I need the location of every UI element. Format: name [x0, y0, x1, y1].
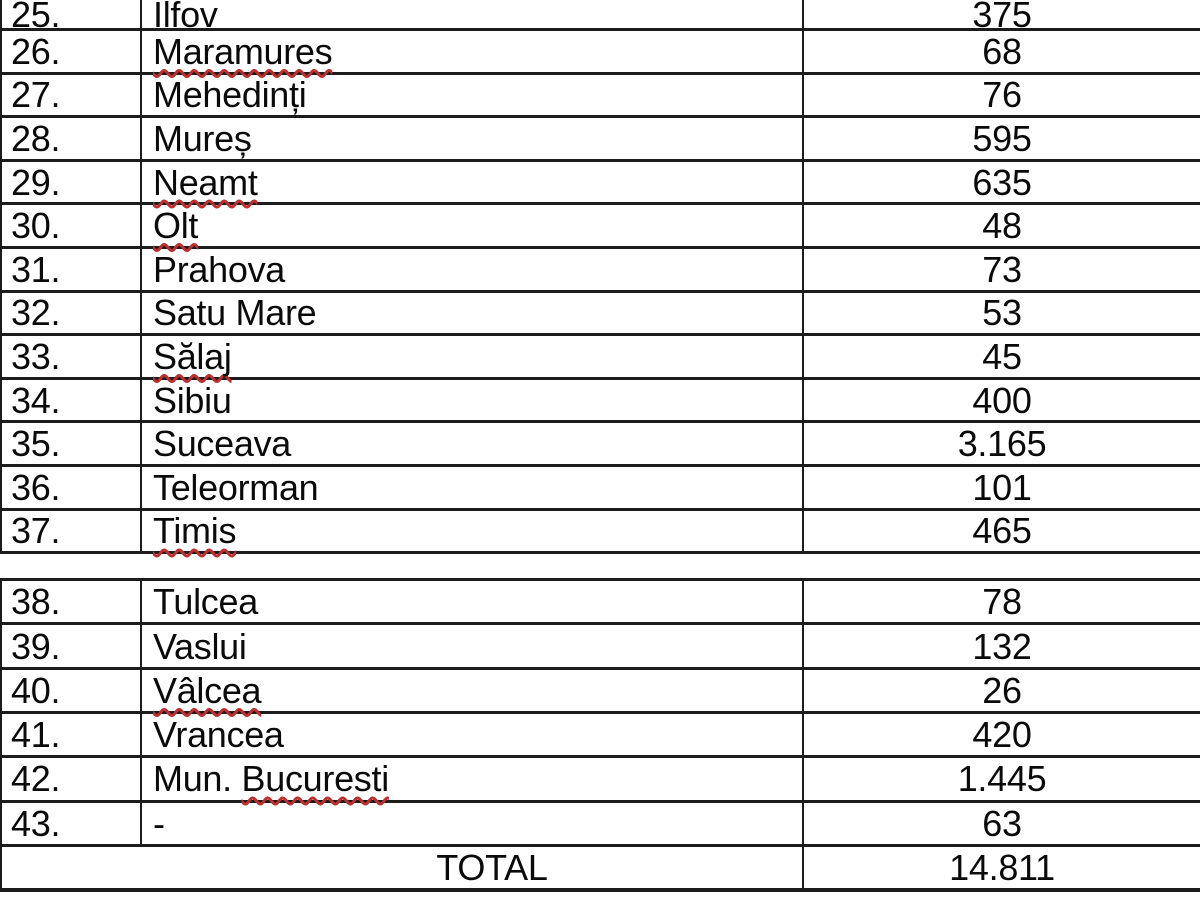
table-row — [2, 293, 1200, 337]
count-value-cell — [804, 803, 1200, 844]
row-index: 40. — [11, 669, 61, 711]
table-row — [2, 803, 1200, 847]
county-name-cell — [142, 293, 804, 334]
count-value-cell — [804, 205, 1200, 246]
count-value-cell — [804, 625, 1200, 666]
row-index: 34. — [11, 379, 61, 421]
row-index-cell — [2, 205, 142, 246]
county-name: Sibiu — [153, 379, 232, 421]
row-index: 33. — [11, 335, 61, 377]
county-name: Mun. — [153, 758, 242, 800]
table-row — [2, 670, 1200, 714]
row-index: 37. — [11, 510, 61, 552]
count-value: 73 — [982, 248, 1022, 290]
table-row — [2, 714, 1200, 758]
county-name-cell — [142, 423, 804, 464]
row-index-cell — [2, 336, 142, 377]
county-name-cell — [142, 336, 804, 377]
row-index-cell — [2, 162, 142, 203]
count-value-cell — [804, 31, 1200, 72]
county-name-cell — [142, 380, 804, 421]
county-name-cell — [142, 0, 804, 31]
county-name-cell — [142, 75, 804, 116]
county-name-cell — [142, 162, 804, 203]
total-row — [2, 847, 1200, 893]
count-value: 595 — [972, 117, 1032, 159]
county-name-cell — [142, 205, 804, 246]
count-value: 48 — [982, 205, 1022, 247]
count-value: 76 — [982, 74, 1022, 116]
row-index: 28. — [11, 117, 61, 159]
row-index-cell — [2, 249, 142, 290]
count-value-cell — [804, 714, 1200, 755]
row-index-cell — [2, 758, 142, 799]
count-value: 101 — [972, 466, 1032, 508]
county-name-misspelled: Sălaj — [153, 335, 232, 377]
county-name-cell — [142, 31, 804, 72]
row-index: 32. — [11, 292, 61, 334]
county-name-misspelled: Vâlcea — [153, 669, 262, 711]
table-row — [2, 205, 1200, 249]
county-name-misspelled: Bucuresti — [241, 758, 389, 800]
total-label-cell — [2, 847, 804, 889]
count-value-cell — [804, 511, 1200, 552]
county-name: Mureș — [153, 117, 252, 159]
count-value: 465 — [972, 510, 1032, 552]
county-name-cell — [142, 249, 804, 290]
row-index: 35. — [11, 423, 61, 465]
total-value-cell — [804, 847, 1200, 889]
table-row — [2, 336, 1200, 380]
count-value-cell — [804, 467, 1200, 508]
count-value-cell — [804, 336, 1200, 377]
row-index-cell — [2, 0, 142, 31]
row-index-cell — [2, 423, 142, 464]
count-value-cell — [804, 758, 1200, 799]
row-index: 29. — [11, 161, 61, 203]
count-value-cell — [804, 670, 1200, 711]
count-value-cell — [804, 423, 1200, 464]
row-index-cell — [2, 803, 142, 844]
county-name-cell — [142, 511, 804, 552]
row-index: 27. — [11, 74, 61, 116]
row-index-cell — [2, 75, 142, 116]
table-row — [2, 581, 1200, 625]
count-value: 63 — [982, 802, 1022, 844]
count-value-cell — [804, 162, 1200, 203]
county-name-misspelled: Olt — [153, 205, 199, 247]
count-value-cell — [804, 0, 1200, 31]
total-value: 14.811 — [949, 847, 1055, 889]
row-index-cell — [2, 293, 142, 334]
count-value: 26 — [982, 669, 1022, 711]
count-value-cell — [804, 75, 1200, 116]
county-name: Vrancea — [153, 714, 284, 756]
county-name-cell — [142, 714, 804, 755]
table-row — [2, 0, 1200, 31]
row-index-cell — [2, 581, 142, 622]
county-name-cell — [142, 467, 804, 508]
count-value: 68 — [982, 30, 1022, 72]
row-index-cell — [2, 625, 142, 666]
county-name-cell — [142, 625, 804, 666]
count-value: 132 — [972, 625, 1032, 667]
count-value: 375 — [972, 0, 1032, 31]
total-label: TOTAL — [436, 847, 548, 889]
county-name: Vaslui — [153, 625, 247, 667]
table-row — [2, 31, 1200, 75]
count-value: 45 — [982, 335, 1022, 377]
row-index: 39. — [11, 625, 61, 667]
row-index-cell — [2, 118, 142, 159]
row-index: 25. — [11, 0, 61, 31]
count-value-cell — [804, 293, 1200, 334]
county-name-misspelled: Maramures — [153, 30, 333, 72]
table-row — [2, 249, 1200, 293]
county-name: Ilfov — [153, 0, 218, 31]
row-index: 43. — [11, 802, 61, 844]
county-name: Teleorman — [153, 466, 319, 508]
count-value-cell — [804, 118, 1200, 159]
county-name: Mehedinți — [153, 74, 307, 116]
county-name-cell — [142, 118, 804, 159]
row-index: 31. — [11, 248, 61, 290]
table-row — [2, 380, 1200, 424]
county-table-section-2 — [0, 578, 1200, 892]
county-name: Satu Mare — [153, 292, 317, 334]
count-value: 1.445 — [957, 758, 1047, 800]
county-name-cell — [142, 758, 804, 799]
county-name-misspelled: Neamt — [153, 161, 258, 203]
table-row — [2, 511, 1200, 555]
county-name: Prahova — [153, 248, 285, 290]
table-row — [2, 75, 1200, 119]
count-value: 635 — [972, 161, 1032, 203]
row-index-cell — [2, 31, 142, 72]
row-index-cell — [2, 467, 142, 508]
count-value: 400 — [972, 379, 1032, 421]
table-row — [2, 162, 1200, 206]
county-name-misspelled: Timis — [153, 510, 237, 552]
count-value: 78 — [982, 581, 1022, 623]
row-index-cell — [2, 380, 142, 421]
county-name: - — [153, 802, 165, 844]
county-name-cell — [142, 581, 804, 622]
row-index: 42. — [11, 758, 61, 800]
county-name: Tulcea — [153, 581, 258, 623]
table-row — [2, 625, 1200, 669]
table-row — [2, 118, 1200, 162]
table-row — [2, 467, 1200, 511]
count-value: 53 — [982, 292, 1022, 334]
row-index: 38. — [11, 581, 61, 623]
row-index-cell — [2, 714, 142, 755]
row-index-cell — [2, 511, 142, 552]
county-name-cell — [142, 803, 804, 844]
count-value: 420 — [972, 714, 1032, 756]
row-index: 36. — [11, 466, 61, 508]
row-index: 26. — [11, 30, 61, 72]
count-value-cell — [804, 581, 1200, 622]
table-row — [2, 758, 1200, 802]
count-value: 3.165 — [957, 423, 1047, 465]
row-index: 30. — [11, 205, 61, 247]
table-row — [2, 423, 1200, 467]
county-name: Suceava — [153, 423, 291, 465]
county-name-cell — [142, 670, 804, 711]
row-index-cell — [2, 670, 142, 711]
count-value-cell — [804, 249, 1200, 290]
count-value-cell — [804, 380, 1200, 421]
row-index: 41. — [11, 714, 61, 756]
